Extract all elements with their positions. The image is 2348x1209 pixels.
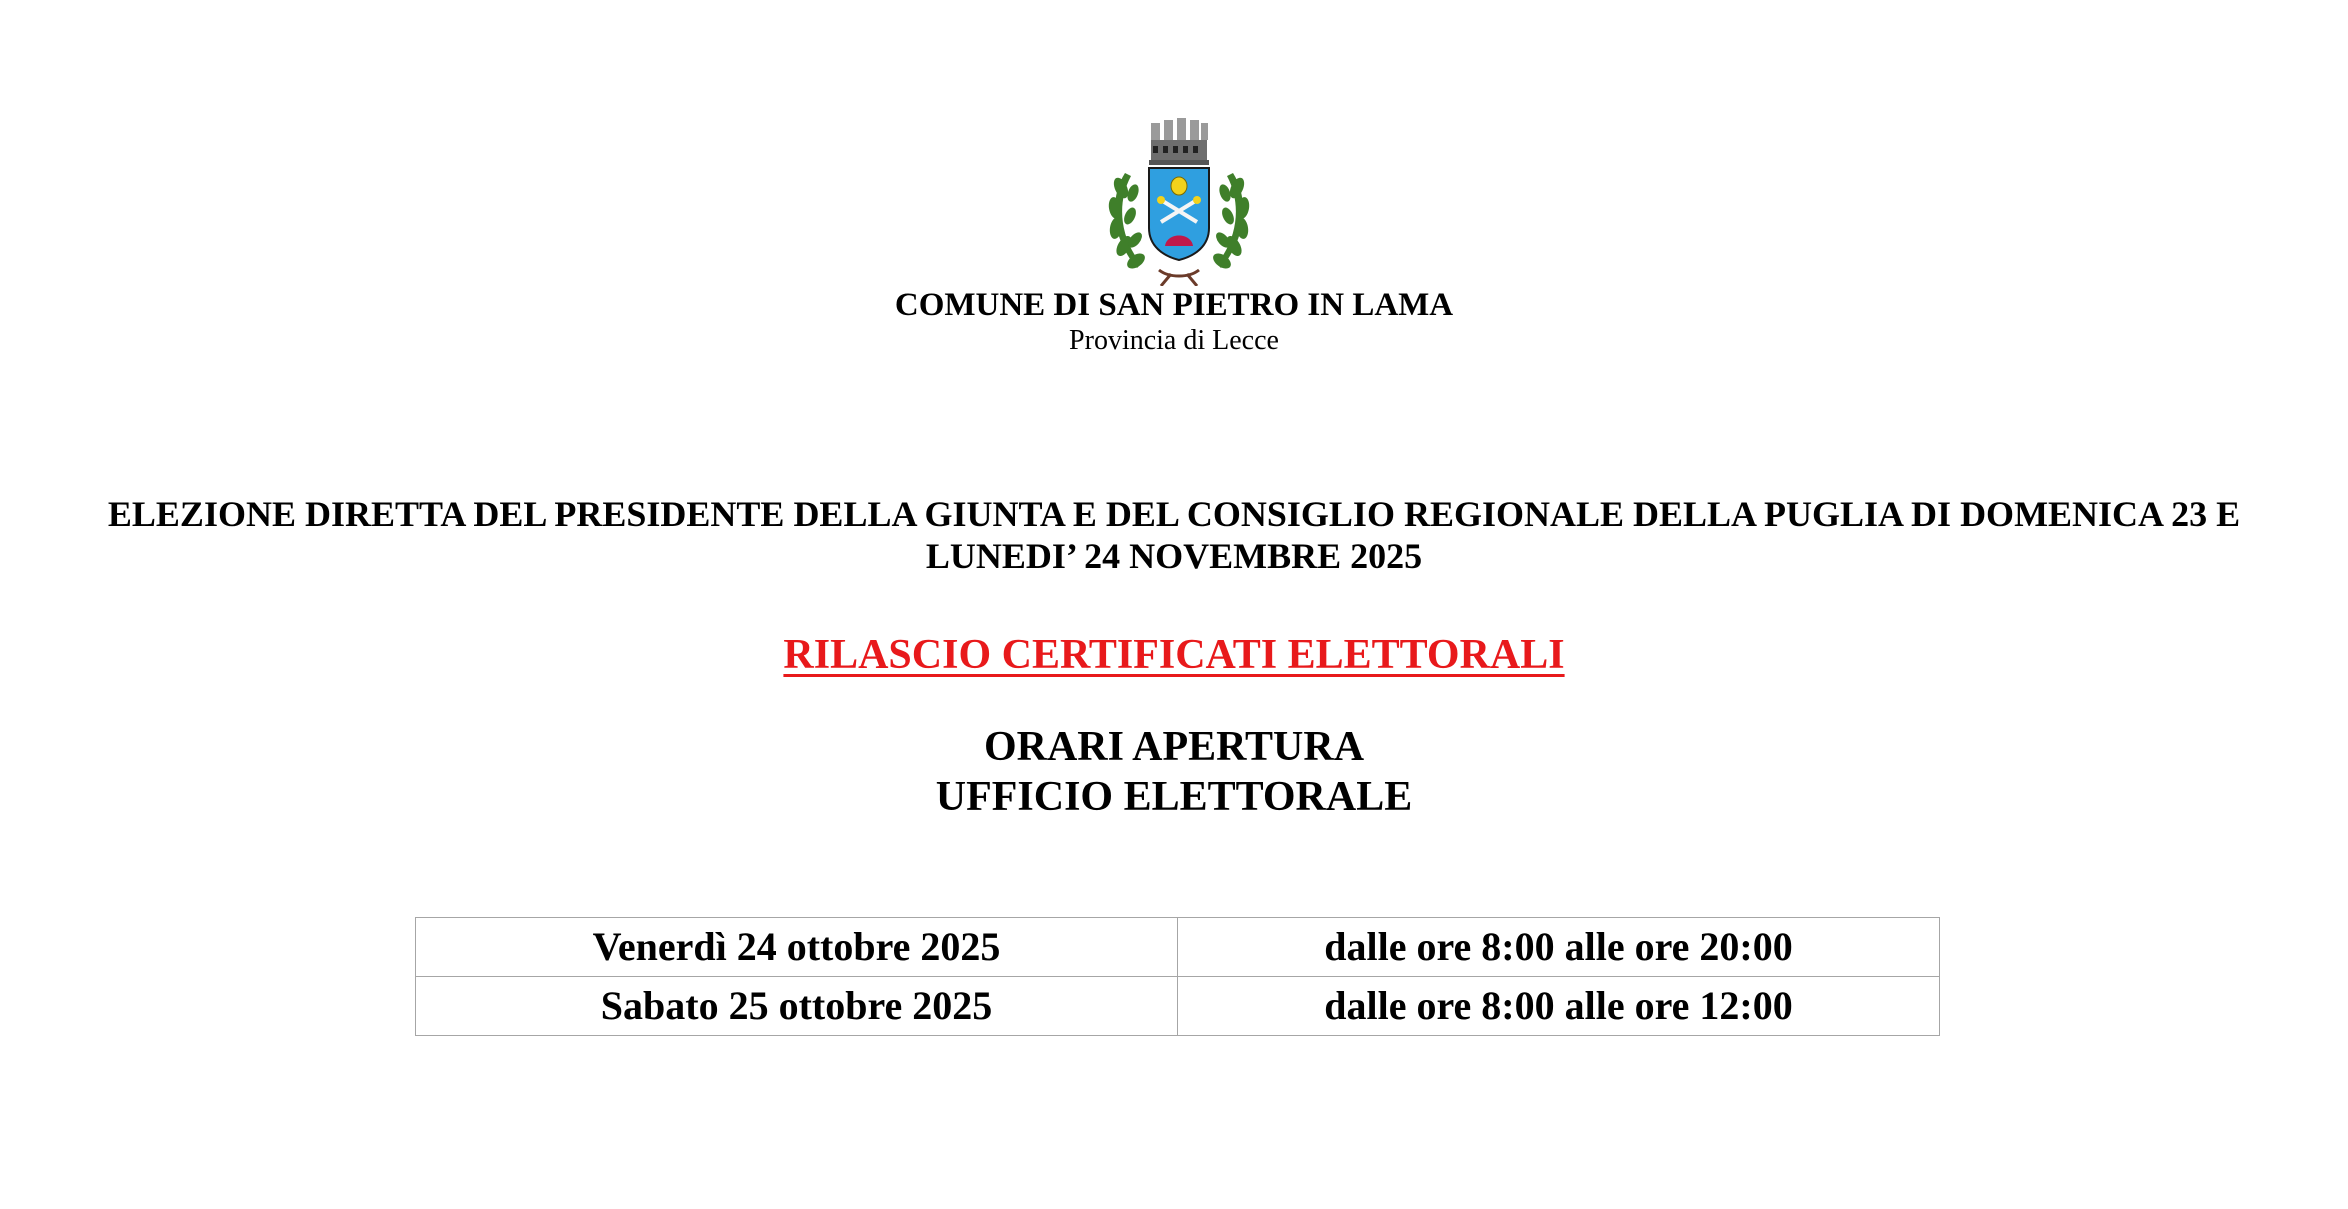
election-title-line-2: LUNEDI’ 24 NOVEMBRE 2025	[925, 536, 1423, 576]
schedule-day: Sabato 25 ottobre 2025	[416, 977, 1178, 1036]
opening-hours-title-line-2: UFFICIO ELETTORALE	[935, 774, 1413, 820]
schedule-hours: dalle ore 8:00 alle ore 20:00	[1178, 918, 1940, 977]
opening-hours-title-line-1: ORARI APERTURA	[983, 724, 1365, 770]
schedule-day: Venerdì 24 ottobre 2025	[416, 918, 1178, 977]
shield-icon	[1149, 168, 1209, 260]
opening-hours-title	[0, 722, 2348, 822]
province-name: Provincia di Lecce	[1069, 325, 1279, 356]
election-title	[0, 493, 2348, 577]
release-title-text: RILASCIO CERTIFICATI ELETTORALI	[783, 632, 1565, 678]
schedule-hours: dalle ore 8:00 alle ore 12:00	[1178, 977, 1940, 1036]
table-row	[416, 977, 1940, 1036]
municipality-name: COMUNE DI SAN PIETRO IN LAMA	[894, 287, 1454, 323]
coat-of-arms-icon	[1103, 118, 1255, 286]
election-title-line-1: ELEZIONE DIRETTA DEL PRESIDENTE DELLA GIUNTA E DEL CONSIGLIO REGIONALE DELLA PUGLIA DI DOMENICA 23 E	[107, 494, 2241, 534]
schedule-table	[415, 917, 1940, 1036]
release-title	[0, 628, 2348, 682]
table-row	[416, 918, 1940, 977]
crown-icon	[1149, 118, 1209, 165]
